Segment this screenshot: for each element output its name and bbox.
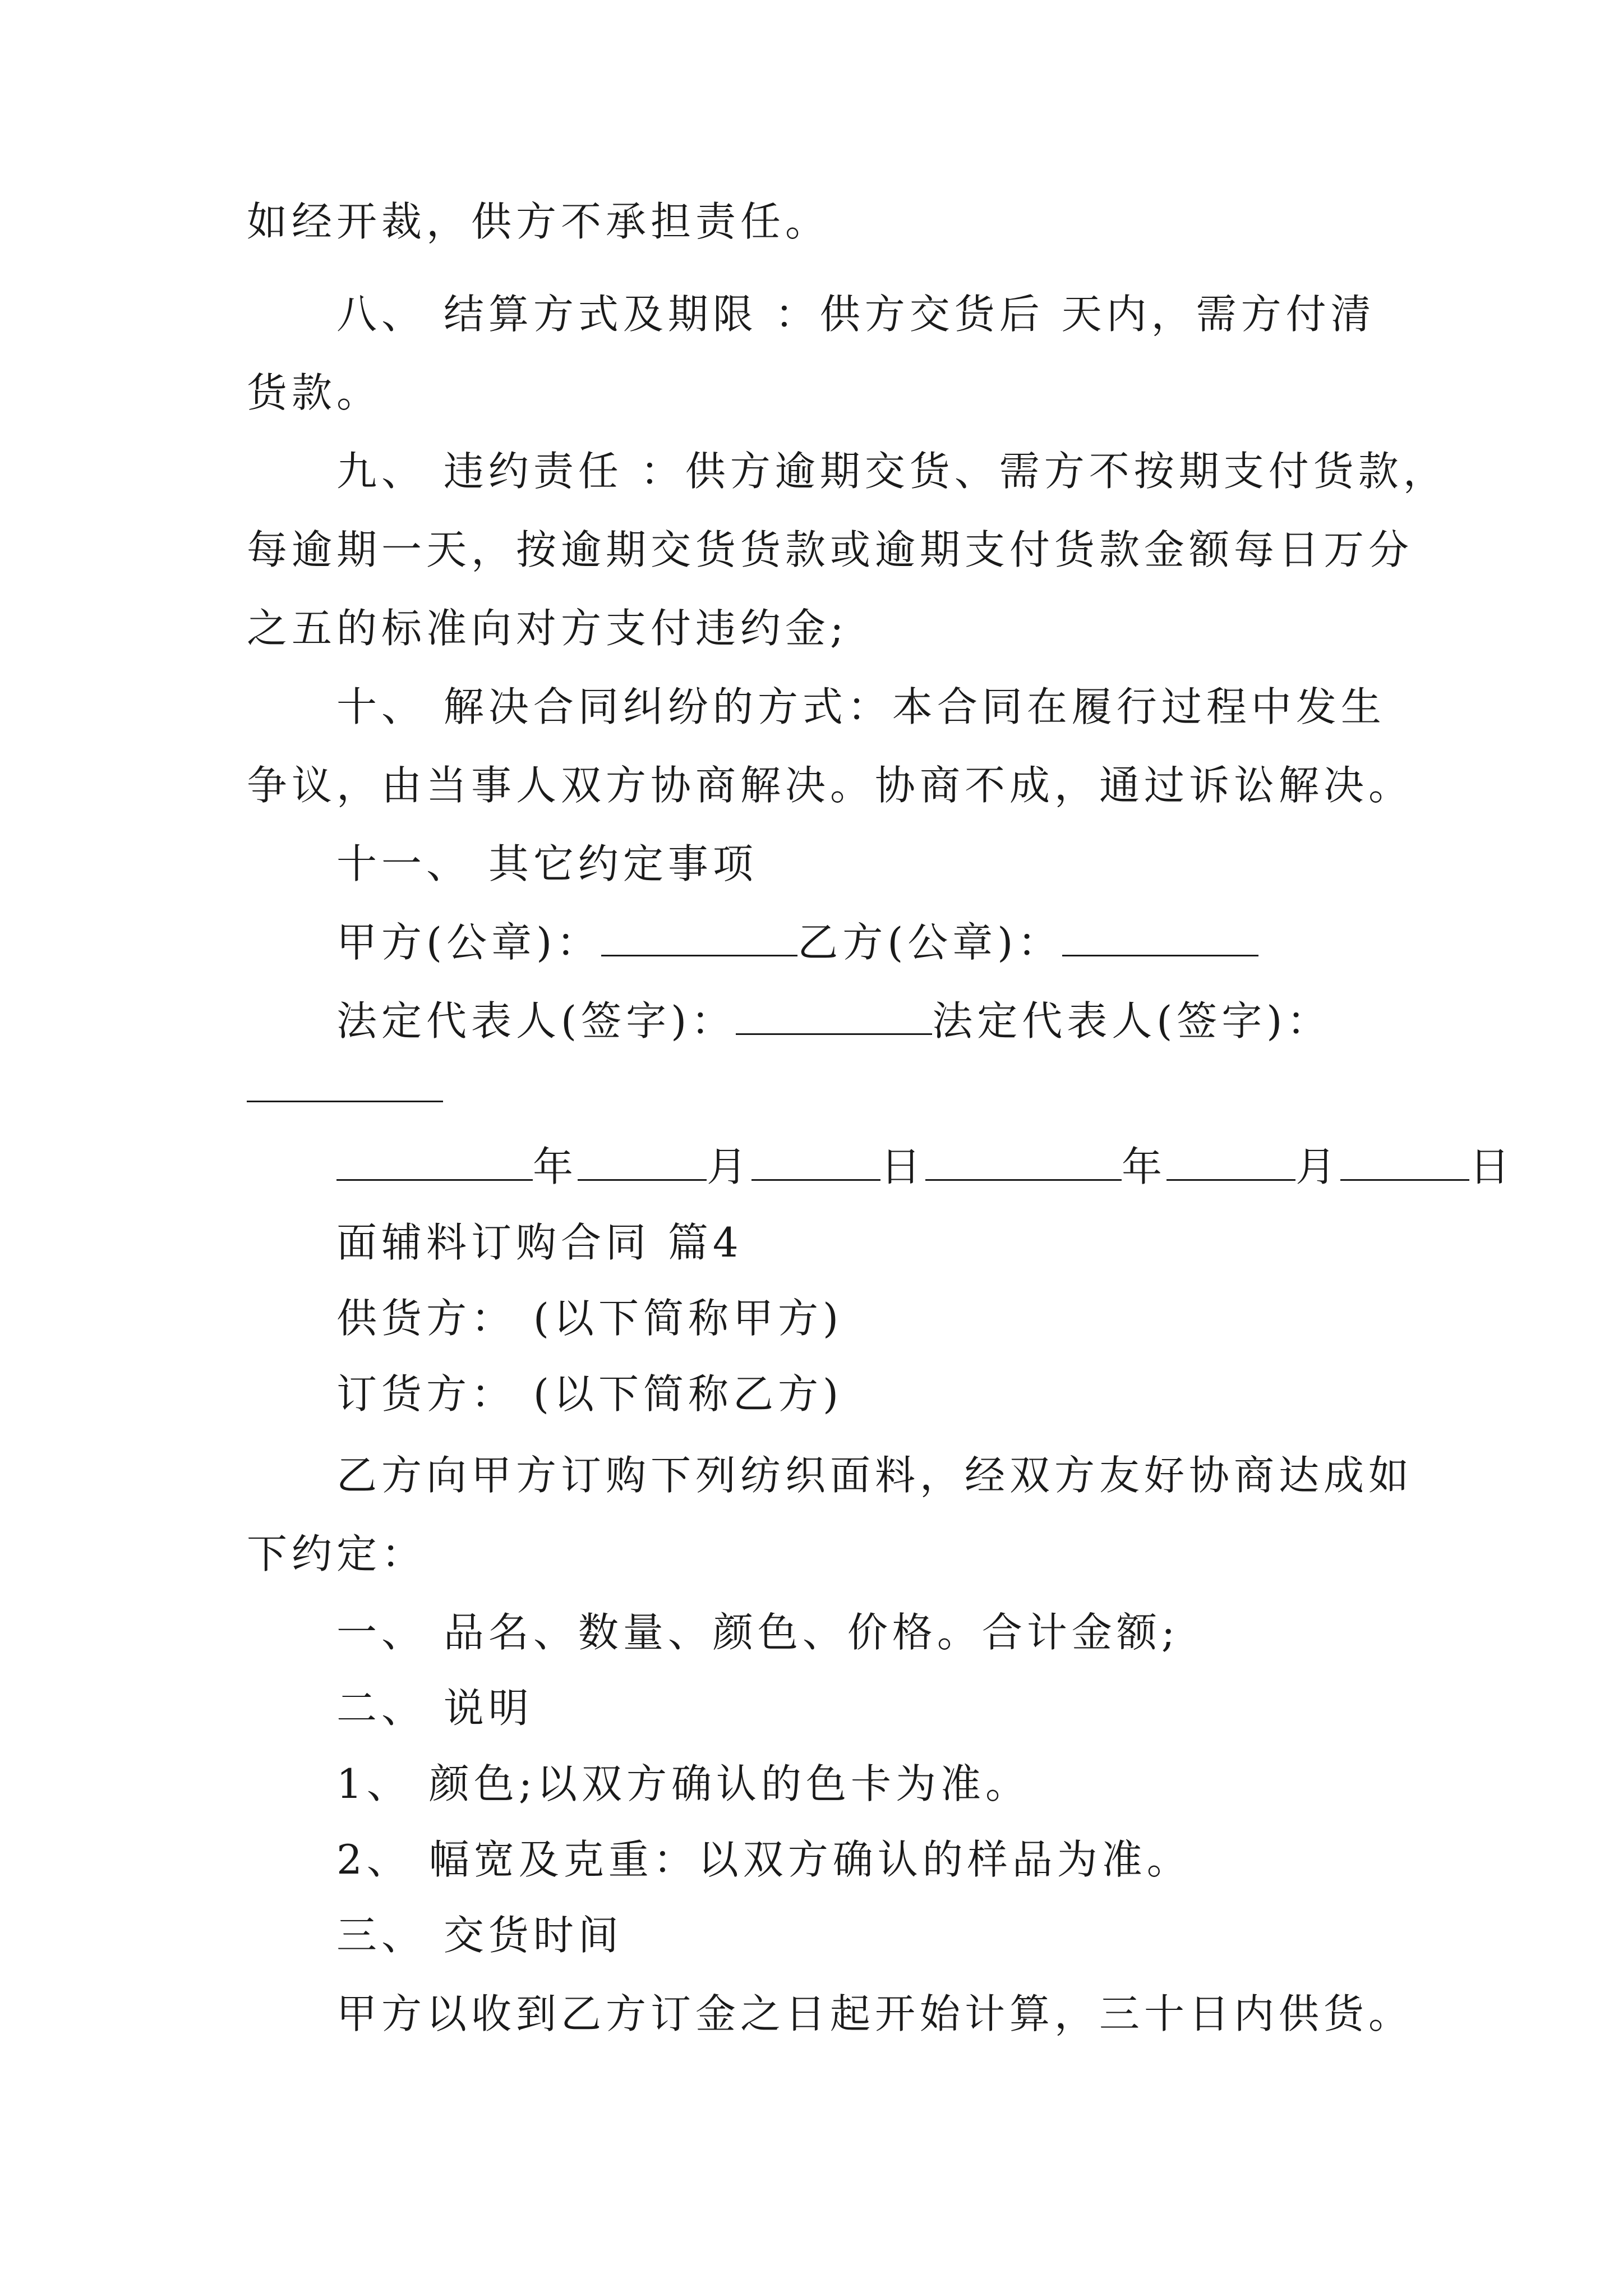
buyer-line: 订货方： (以下简称乙方) [336,1370,843,1418]
rep-a-blank [736,994,932,1035]
seal-line [336,914,1258,970]
party-a-seal-label: 甲方(公章)： [336,919,602,966]
paragraph-line: 货款。 [247,369,382,416]
paragraph-line: 八、 结算方式及期限 ：供方交货后 天内，需方付清 [336,291,1376,338]
rep-b-label: 法定代表人(签字)： [932,997,1332,1045]
paragraph-line: 如经开裁，供方不承担责任。 [247,198,831,245]
paragraph-line: 每逾期一天，按逾期交货货款或逾期支付货款金额每日万分 [247,526,1414,573]
rep-a-label: 法定代表人(签字)： [336,997,736,1045]
intro-line: 乙方向甲方订购下列纺织面料，经双方友好协商达成如 [336,1452,1414,1499]
month-a-label: 月 [707,1143,752,1190]
party-b-seal-blank [1062,915,1258,956]
rep-b-blank [247,1101,443,1102]
day-b-label: 日 [1469,1143,1515,1190]
day-a-label: 日 [880,1143,926,1190]
year-a-label: 年 [533,1143,578,1190]
month-b-blank [1166,1140,1295,1181]
party-b-seal-label: 乙方(公章)： [797,919,1063,966]
clause-subitem: 1、 颜色;以双方确认的色卡为准。 [336,1760,1030,1807]
year-b-blank [925,1140,1122,1181]
paragraph-line: 十一、 其它约定事项 [336,840,758,887]
paragraph-line: 十、 解决合同纠纷的方式：本合同在履行过程中发生 [336,683,1386,730]
day-a-blank [751,1140,880,1181]
date-line [336,1139,1514,1195]
supplier-line: 供货方： (以下简称甲方) [336,1295,843,1342]
paragraph-line: 争议，由当事人双方协商解决。协商不成，通过诉讼解决。 [247,762,1414,809]
year-a-blank [336,1140,533,1181]
party-a-seal-blank [601,915,797,956]
clause-subitem: 2、 幅宽及克重：以双方确认的样品为准。 [336,1836,1192,1883]
clause-text: 甲方以收到乙方订金之日起开始计算，三十日内供货。 [336,1990,1414,2037]
representative-line [336,993,1331,1049]
clause-item: 一、 品名、数量、颜色、价格。合计金额; [336,1609,1180,1656]
month-b-label: 月 [1295,1143,1341,1190]
month-a-blank [578,1140,707,1181]
intro-line: 下约定： [247,1530,427,1577]
paragraph-line: 九、 违约责任 ：供方逾期交货、需方不按期支付货款， [336,448,1448,495]
section-title: 面辅料订购合同 篇4 [336,1219,743,1266]
clause-item: 三、 交货时间 [336,1912,623,1959]
year-b-label: 年 [1122,1143,1167,1190]
paragraph-line: 之五的标准向对方支付违约金; [247,605,849,652]
clause-item: 二、 说明 [336,1685,533,1732]
day-b-blank [1340,1140,1469,1181]
